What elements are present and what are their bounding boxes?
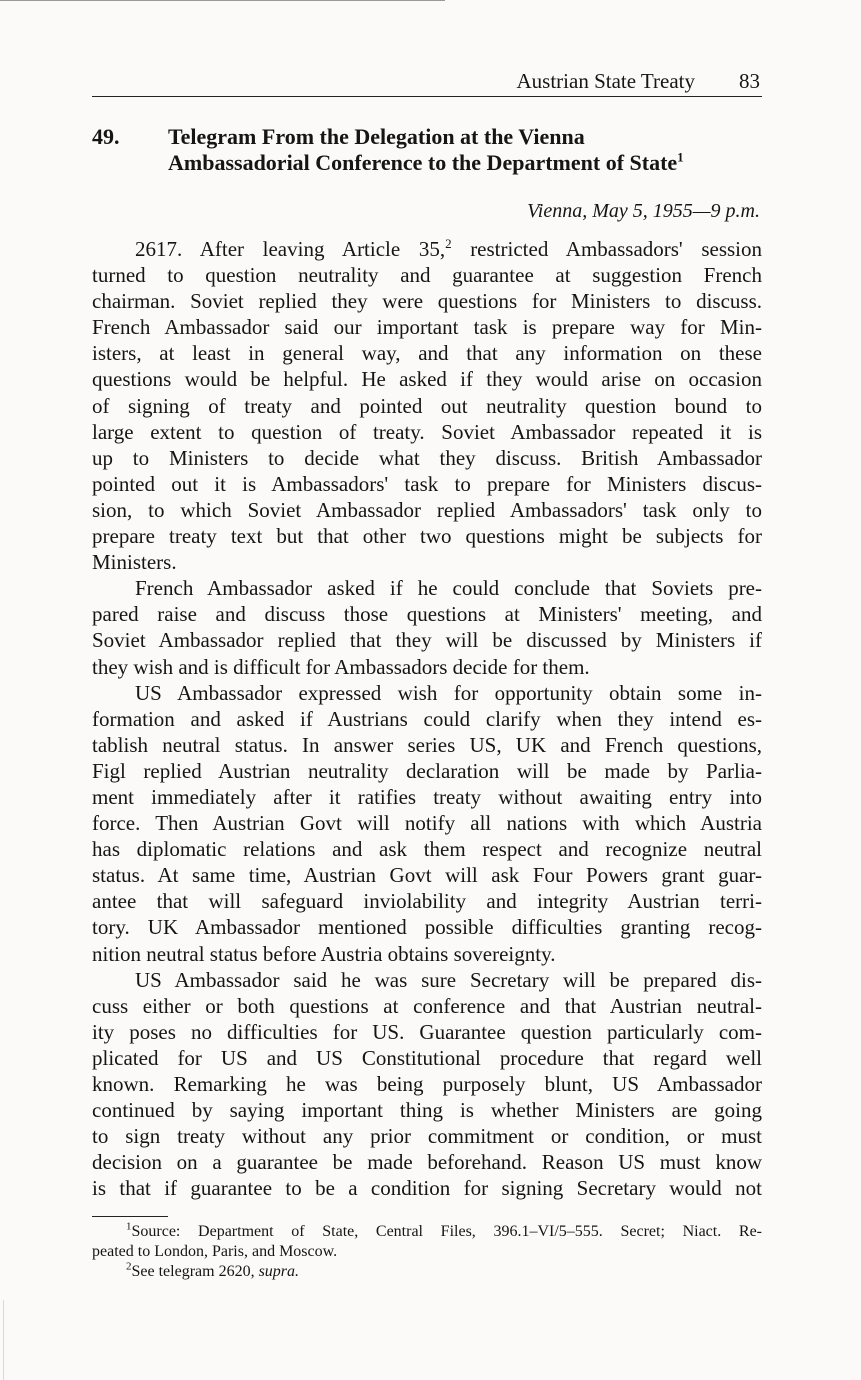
footnote-ref-2: 2 bbox=[445, 236, 452, 251]
text-line: nition neutral status before Austria obtains sovereignty. bbox=[92, 941, 556, 966]
running-header bbox=[92, 68, 762, 97]
text-line: pointed out it is Ambassadors' task to prepare for Ministers discus- bbox=[92, 471, 762, 496]
paragraph-2 bbox=[92, 575, 762, 679]
text-line: ment immediately after it ratifies treaty without awaiting entry into bbox=[92, 784, 762, 809]
text-line: questions would be helpful. He asked if they would arise on occasion bbox=[92, 367, 762, 392]
document-number: 49. bbox=[92, 124, 120, 149]
footnote-ref-1: 1 bbox=[677, 149, 684, 165]
page-number: 83 bbox=[739, 69, 760, 93]
document-title-line-2-text: Ambassadorial Conference to the Department of State bbox=[168, 150, 678, 175]
p1-rest: restricted Ambassadors' session bbox=[451, 237, 763, 261]
text-line: force. Then Austrian Govt will notify all nations with which Austria bbox=[92, 811, 762, 836]
text-line: up to Ministers to decide what they discuss. British Ambassador bbox=[92, 445, 762, 470]
text-line: they wish and is difficult for Ambassadors decide for them. bbox=[92, 654, 590, 679]
text-line: prepare treaty text but that other two questions might be subjects for bbox=[92, 524, 762, 549]
footnotes bbox=[92, 1222, 762, 1282]
text-line: Ministers. bbox=[92, 550, 177, 575]
text-line: US Ambassador expressed wish for opportunity obtain some in- bbox=[135, 680, 762, 705]
text-line: antee that will safeguard inviolability and integrity Austrian terri- bbox=[92, 889, 762, 914]
footnote-2-mark: 2 bbox=[126, 1260, 132, 1273]
text-line: is that if guarantee to be a condition for signing Secretary would not bbox=[92, 1176, 762, 1201]
text-line: chairman. Soviet replied they were questions for Ministers to discuss. bbox=[92, 289, 762, 314]
text-line: isters, at least in general way, and that any information on these bbox=[92, 341, 762, 366]
text-line: pared raise and discuss those questions at Ministers' meeting, and bbox=[92, 602, 762, 627]
text-line: sion, to which Soviet Ambassador replied Ambassadors' task only to bbox=[92, 497, 762, 522]
text-line: continued by saying important thing is whether Ministers are going bbox=[92, 1098, 762, 1123]
footnote-rule bbox=[92, 1216, 168, 1217]
text-line: of signing of treaty and pointed out neutrality question bound to bbox=[92, 393, 762, 418]
text-line: French Ambassador asked if he could conclude that Soviets pre- bbox=[135, 576, 762, 601]
text-line: has diplomatic relations and ask them respect and recognize neutral bbox=[92, 837, 762, 862]
text-line: plicated for US and US Constitutional procedure that regard well bbox=[92, 1045, 762, 1070]
text-line: Figl replied Austrian neutrality declaration will be made by Parlia- bbox=[92, 758, 762, 783]
footnote-1-mark: 1 bbox=[126, 1220, 132, 1233]
text-line: to sign treaty without any prior commitment or condition, or must bbox=[92, 1124, 762, 1149]
paragraph-4 bbox=[92, 967, 762, 1202]
text-line: turned to question neutrality and guarantee at suggestion French bbox=[92, 263, 762, 288]
scan-top-rule bbox=[0, 0, 445, 1]
paragraph-1 bbox=[92, 262, 762, 575]
footnote-1-text: Source: Department of State, Central Files, 396.1–VI/5–555. Secret; Niact. Re- bbox=[131, 1223, 762, 1240]
dateline: Vienna, May 5, 1955—9 p.m. bbox=[527, 200, 760, 222]
text-line: formation and asked if Austrians could clarify when they intend es- bbox=[92, 706, 762, 731]
footnote-1-line-2: peated to London, Paris, and Moscow. bbox=[92, 1243, 338, 1260]
text-line: decision on a guarantee be made beforehand. Reason US must know bbox=[92, 1150, 762, 1175]
text-line: Soviet Ambassador replied that they will be discussed by Ministers if bbox=[92, 628, 762, 653]
telegram-body bbox=[92, 236, 762, 1201]
scan-left-edge bbox=[3, 1300, 4, 1380]
text-line: cuss either or both questions at conference and that Austrian neutral- bbox=[92, 993, 762, 1018]
text-line: tablish neutral status. In answer series US, UK and French questions, bbox=[92, 732, 762, 757]
text-line: status. At same time, Austrian Govt will ask Four Powers grant guar- bbox=[92, 863, 762, 888]
document-title-line-1: Telegram From the Delegation at the Vienna bbox=[168, 124, 585, 149]
running-title: Austrian State Treaty bbox=[516, 69, 695, 93]
text-line: known. Remarking he was being purposely blunt, US Ambassador bbox=[92, 1072, 762, 1096]
footnote-2-italic: supra. bbox=[258, 1263, 300, 1280]
paragraph-1-first-line bbox=[92, 236, 762, 262]
footnote-1-line-1 bbox=[92, 1222, 762, 1242]
paragraph-3 bbox=[92, 680, 762, 967]
p1-start: 2617. After leaving Article 35, bbox=[135, 237, 446, 261]
text-line: US Ambassador said he was sure Secretary will be prepared dis- bbox=[135, 967, 762, 992]
text-line: large extent to question of treaty. Soviet Ambassador repeated it is bbox=[92, 419, 762, 444]
footnote-2 bbox=[92, 1262, 762, 1282]
text-line: French Ambassador said our important task is prepare way for Min- bbox=[92, 315, 762, 340]
footnote-2-text: See telegram 2620, bbox=[131, 1263, 259, 1280]
document-title bbox=[168, 124, 768, 176]
text-line: ity poses no difficulties for US. Guarantee question particularly com- bbox=[92, 1019, 762, 1044]
document-title-line-2 bbox=[168, 150, 768, 176]
text-line: tory. UK Ambassador mentioned possible difficulties granting recog- bbox=[92, 915, 762, 940]
